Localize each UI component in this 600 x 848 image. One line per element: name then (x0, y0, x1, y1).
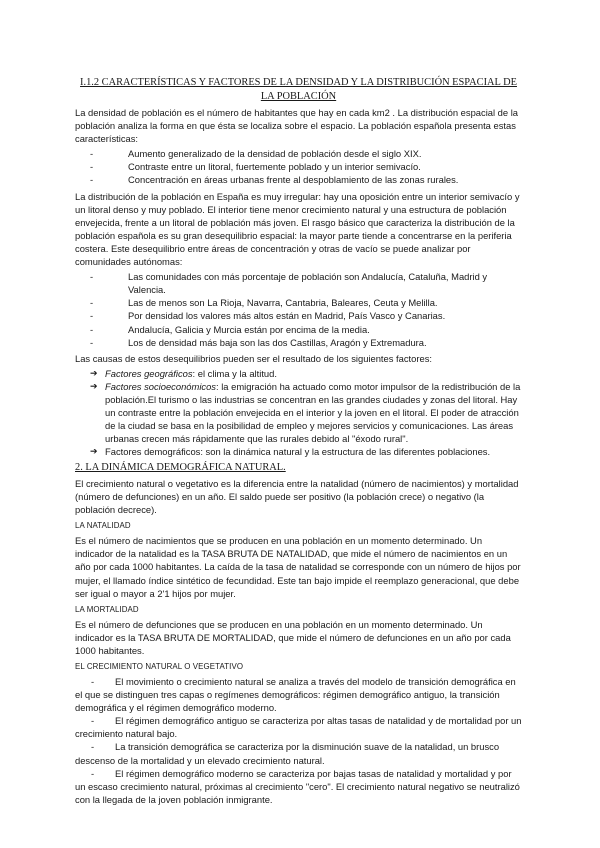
list-item-text: Por densidad los valores más altos están en Madrid, País Vasco y Canarias. (128, 310, 446, 322)
list-item (75, 675, 522, 714)
list-item-text: Las comunidades con más porcentaje de población son Andalucía, Cataluña, Madrid y Valencia. (128, 271, 488, 296)
causes-intro: Las causas de estos desequilibrios pueden ser el resultado de los siguientes factores: (75, 352, 432, 364)
factor-term: Factores geográficos (105, 367, 193, 379)
list-item (75, 323, 522, 336)
arrow-bullet-icon: ➔ (90, 380, 98, 391)
dash-bullet: - (91, 767, 95, 779)
distribution-paragraph: La distribución de la población en España es muy irregular: hay una oposición entre un interior semivacío y un litoral denso y muy poblado. El interior tiene menor crecimiento natural y una estructura de población envejecida, frente a un litoral de población más joven. El rasgo básico que caracteriza la distribución de la población española es su gran desequilibrio espacial: la mayor parte tiende a concentrarse en la periferia costera. Este desequilibrio entre áreas de concentración y otras de vacío se puede analizar por comunidades autónomas: (75, 190, 520, 268)
list-item (75, 740, 522, 766)
factor-term: Factores socioeconómicos (105, 380, 216, 392)
dash-bullet: - (90, 174, 94, 186)
list-item (75, 445, 522, 458)
list-item (75, 367, 522, 380)
intro-paragraph: La densidad de población es el número de habitantes que hay en cada km2 . La distribución espacial de la población analiza la forma en que ésta se localiza sobre el espacio. La población española presenta estas características: (75, 107, 519, 145)
section2-intro: El crecimiento natural o vegetativo es la diferencia entre la natalidad (número de nacimientos) y mortalidad (número de defunciones) en un año. El saldo puede ser positivo (la población crece) o negativo (la población decrece). (75, 477, 519, 516)
list-item-text: Las de menos son La Rioja, Navarra, Cantabria, Baleares, Ceuta y Melilla. (128, 297, 438, 309)
list-item-text: Aumento generalizado de la densidad de población desde el siglo XIX. (128, 148, 422, 160)
mortalidad-paragraph: Es el número de defunciones que se producen en una población en un momento determinado. Un indicador es la TASA BRUTA DE MORTALIDAD, que mide el número de defunciones en un año por cada 1000 habitantes. (75, 618, 511, 656)
dash-bullet: - (90, 323, 94, 335)
list-item-text: Concentración en áreas urbanas frente al despoblamiento de las zonas rurales. (128, 174, 459, 186)
arrow-bullet-icon: ➔ (90, 367, 98, 378)
crecimiento-heading: EL CRECIMIENTO NATURAL O VEGETATIVO (75, 661, 244, 671)
list-item-text: El movimiento o crecimiento natural se analiza a través del modelo de transición demográfica en el que se distinguen tres capas o regímenes demográficos: régimen demográfico antiguo, la transición demográfica y el régimen demográfico moderno. (75, 675, 516, 714)
list-item-text: El régimen demográfico antiguo se caracteriza por altas tasas de natalidad y de mortalidad por un crecimiento natural bajo. (75, 715, 522, 740)
list-item (75, 270, 522, 296)
dash-bullet: - (91, 675, 95, 687)
factor-text: : el clima y la altitud. (192, 367, 277, 379)
characteristics-list (75, 147, 522, 186)
dash-bullet: - (90, 161, 94, 173)
crecimiento-list (75, 675, 522, 806)
natalidad-paragraph: Es el número de nacimientos que se producen en una población en un momento determinado. Un indicador de la natalidad es la TASA BRUTA DE NATALIDAD, que mide el número de nacimientos en un año por cada 1000 habitantes. La caída de la tasa de natalidad se corresponde con un número de hijos por mujer, el llamado índice sintético de fecundidad. Este tan bajo impide el reemplazo generacional, que debe ser igual o mayor a 2'1 hijos por mujer. (75, 535, 521, 599)
dash-bullet: - (90, 297, 94, 309)
section2-title: 2. LA DINÁMICA DEMOGRÁFICA NATURAL. (75, 462, 286, 474)
arrow-bullet-icon: ➔ (90, 446, 98, 457)
factor-text: : la emigración ha actuado como motor impulsor de la redistribución de la población.El turismo o las industrias se concentran en las grandes ciudades y zonas del litoral. Hay un contraste entre la población envejecida en el interior y la joven en el litoral. El poder de atracción de la ciudad se basa en la posibilidad de empleo y mejores servicios y comunicaciones. Las áreas urbanas crecen más rápidamente que las rurales debido al "éxodo rural". (105, 380, 521, 445)
list-item (75, 714, 522, 740)
list-item (75, 309, 522, 322)
list-item (75, 380, 522, 445)
list-item (75, 147, 522, 160)
factor-text: Factores demográficos: son la dinámica natural y la estructura de las diferentes poblaciones. (105, 446, 491, 458)
list-item-text: Contraste entre un litoral, fuertemente poblado y un interior semivacío. (128, 161, 421, 173)
section-title: I.1.2 CARACTERÍSTICAS Y FACTORES DE LA DENSIDAD Y LA DISTRIBUCIÓN ESPACIAL DE LA POBLACIÓN (80, 77, 517, 102)
natalidad-heading: LA NATALIDAD (75, 521, 131, 531)
list-item (75, 336, 522, 349)
dash-bullet: - (91, 741, 95, 753)
dash-bullet: - (90, 271, 94, 283)
factors-list (75, 367, 522, 459)
list-item (75, 296, 522, 309)
list-item-text: Los de densidad más baja son las dos Castillas, Aragón y Extremadura. (128, 336, 427, 348)
list-item-text: La transición demográfica se caracteriza por la disminución suave de la natalidad, un brusco descenso de la mortalidad y un elevado crecimiento natural. (75, 741, 500, 766)
dash-bullet: - (91, 715, 95, 727)
list-item (75, 173, 522, 186)
mortalidad-heading: LA MORTALIDAD (75, 604, 139, 614)
list-item-text: El régimen demográfico moderno se caracteriza por bajas tasas de natalidad y mortalidad y por un escaso crecimiento natural, próximas al crecimiento "cero". El crecimiento natural negativo se neutralizó con la llegada de la joven población inmigrante. (75, 767, 520, 805)
list-item-text: Andalucía, Galicia y Murcia están por encima de la media. (128, 323, 370, 335)
communities-list (75, 270, 522, 349)
list-item (75, 160, 522, 173)
list-item (75, 767, 522, 806)
dash-bullet: - (90, 336, 94, 348)
dash-bullet: - (90, 310, 94, 322)
dash-bullet: - (90, 148, 94, 160)
